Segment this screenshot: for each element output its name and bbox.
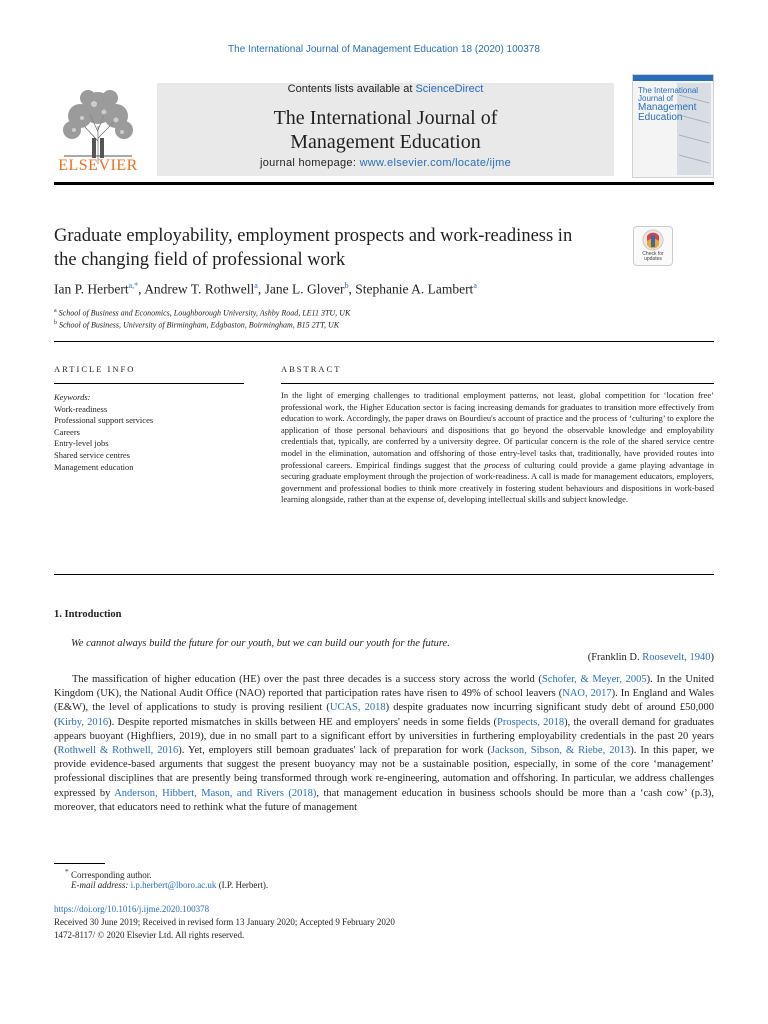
author-affiliation-mark[interactable]: b <box>344 281 349 290</box>
masthead-rule <box>54 182 714 185</box>
cover-title <box>638 87 698 123</box>
citation-link[interactable]: Rothwell & Rothwell, 2016 <box>57 745 179 757</box>
citation-link[interactable]: Schofer, & Meyer, 2005 <box>541 674 647 685</box>
section-heading: 1. Introduction <box>54 609 122 620</box>
elsevier-wordmark: ELSEVIER <box>58 157 138 174</box>
keyword: Shared service centres <box>54 449 130 460</box>
journal-citation-link[interactable]: The International Journal of Management Education 18 (2020) 100378 <box>228 44 540 55</box>
homepage-link[interactable]: www.elsevier.com/locate/ijme <box>359 157 512 169</box>
citation-link[interactable]: Anderson, Hibbert, Mason, and Rivers (2018) <box>114 787 317 799</box>
citation-link[interactable]: Kirby, 2016 <box>57 716 109 728</box>
abstract-heading: ABSTRACT <box>281 364 342 374</box>
epigraph-source-prefix: (Franklin D. <box>587 652 643 663</box>
journal-title-line2: Management Education <box>290 131 481 153</box>
doi-link[interactable]: https://doi.org/10.1016/j.ijme.2020.100378 <box>54 904 210 914</box>
citation-link[interactable]: Prospects, 2018 <box>497 716 565 728</box>
crossmark-icon <box>634 227 672 253</box>
epigraph: We cannot always build the future for our youth, but we can build our youth for the future. <box>71 638 450 649</box>
check-for-updates-button[interactable] <box>633 226 673 266</box>
article-info-heading: ARTICLE INFO <box>54 364 136 374</box>
paragraph-text: ). In the United Kingdom (UK), the National Audit Office (NAO) reported that participation rates have risen to 49% of school leavers ( <box>54 674 715 700</box>
keywords-list <box>54 392 153 473</box>
cover-line: The International <box>638 86 699 95</box>
paragraph-text: The massification of higher education (HE) over the past three decades is a success story across the world ( <box>72 674 542 685</box>
affiliation-mark: a <box>54 308 57 314</box>
footnote-mark: * <box>65 867 69 876</box>
keyword: Careers <box>54 426 80 437</box>
divider <box>54 383 244 384</box>
author-name[interactable]: Andrew T. Rothwell <box>144 281 255 297</box>
received-dates: Received 30 June 2019; Received in revised form 13 January 2020; Accepted 9 February 2020 <box>54 917 395 927</box>
divider <box>281 383 714 384</box>
paragraph-text: ), the overall demand for graduates appears buoyant (Highfliers, 2019), due in no small part to a significant effort by universities in furthering employability credentials in the past 20 years ( <box>54 716 714 757</box>
author-list: Ian P. Herbert$^{a,*}$, Andrew T. Rothwell$^a$, Jane L. Glover$^b$, Stephanie A. Lambert$^a$ <box>54 281 477 297</box>
sciencedirect-link[interactable]: ScienceDirect <box>415 83 484 95</box>
email-label: E-mail address: <box>71 880 131 890</box>
author-name[interactable]: Stephanie A. Lambert <box>355 281 474 297</box>
affiliation-a <box>54 308 350 318</box>
citation-link[interactable]: UCAS, 2018 <box>329 702 386 714</box>
epigraph-source <box>588 652 714 663</box>
keywords-label: Keywords: <box>54 392 91 402</box>
journal-title-line1: The International Journal of <box>273 107 498 129</box>
journal-title <box>157 106 614 154</box>
citation-link[interactable]: Roosevelt, 1940 <box>642 652 711 663</box>
author-affiliation-mark[interactable]: a <box>473 281 477 290</box>
abstract-text <box>281 390 714 506</box>
keyword: Management education <box>54 461 134 472</box>
citation-link[interactable]: NAO, 2017 <box>562 688 612 700</box>
journal-cover-thumbnail[interactable] <box>632 74 714 178</box>
email-link[interactable]: i.p.herbert@lboro.ac.uk <box>130 880 217 890</box>
author-affiliation-mark[interactable]: a,* <box>128 281 139 290</box>
cover-line: Journal of <box>638 94 674 103</box>
affiliation-mark: b <box>54 320 57 326</box>
affiliation-text: School of Business, University of Birmingham, Edgbaston, Boirmingham, B15 2TT, UK <box>59 320 340 330</box>
abstract-part: of culturing could provide a game playing advantage in securing graduate employment through the projection of work-readiness. A call is made for management educators, employers, government and professional bodies to think more creatively in fostering student behaviours and dispositions in work-based learning alongside, rather than at the expense of, developing intellectual skills and subject knowledge. <box>281 459 714 505</box>
cover-line: Education <box>638 112 683 123</box>
paragraph-text: ). In this paper, we provide evidence-based arguments that suggest the present buoyancy may not be a sustainable position, especially, in some of the core ‘management’ professional disciplines that are presently being transformed through work re-engineering, automation and offshoring. In particular, we address challenges expressed by <box>54 745 714 799</box>
divider <box>54 341 714 342</box>
author-affiliation-mark[interactable]: a <box>254 281 258 290</box>
keyword: Entry-level jobs <box>54 438 109 449</box>
email-suffix: (I.P. Herbert). <box>216 880 269 890</box>
keyword: Professional support services <box>54 415 154 426</box>
body-paragraph <box>54 673 714 815</box>
paragraph-text: ). Despite reported mismatches in skills between HE and employers' needs in some fields ( <box>108 716 498 728</box>
crossmark-label: Check for updates <box>642 251 664 262</box>
cover-line: Management <box>638 102 697 113</box>
abstract-part: In the light of emerging challenges to traditional employment patterns, not least, global competition for ‘location free’ professional work, the Higher Education sector is facing increasing demands for graduates to transition more effectively from education to work. Accordingly, the paper draws on Bourdieu's account of practice and the process of ‘culturing’ to explore the application of those personal behaviours and dispositions that go beyond the observable knowledge and employability credentials that, typically, are conferred by a university degree. Of particular concern is the role of the shared service centre model in the elimination, automation and offshoring of those entry-level tasks that, traditionally, have provided routes into professional careers. Empirical findings suggest that the <box>281 390 714 470</box>
contents-line <box>157 83 614 95</box>
author-name[interactable]: Jane L. Glover <box>264 281 345 297</box>
copyright-line: 1472-8117/ © 2020 Elsevier Ltd. All rights reserved. <box>54 930 245 940</box>
paragraph-text: ). In England and Wales (E&W), the level of applications to study is proving resilient ( <box>54 688 714 714</box>
paragraph-text: ). Yet, employers still bemoan graduates' lack of preparation for work ( <box>178 745 491 757</box>
affiliation-text: School of Business and Economics, Loughborough University, Ashby Road, LE11 3TU, UK <box>58 308 351 318</box>
corresponding-text: Corresponding author. <box>71 870 152 880</box>
keyword: Work-readiness <box>54 403 108 414</box>
corresponding-author-note <box>65 867 152 880</box>
contents-prefix: Contents lists available at <box>287 83 416 95</box>
citation-link[interactable]: Jackson, Sibson, & Riebe, 2013 <box>490 745 631 757</box>
affiliation-b <box>54 320 339 330</box>
paragraph-text: ) despite graduates now incurring significant study debt of around £50,000 ( <box>54 702 714 728</box>
footnote-rule <box>54 863 105 864</box>
homepage-prefix: journal homepage: <box>259 157 360 169</box>
author-name[interactable]: Ian P. Herbert <box>54 281 129 297</box>
journal-homepage <box>157 157 614 169</box>
epigraph-source-suffix: ) <box>710 652 714 663</box>
divider <box>54 574 714 575</box>
paragraph-text: , that management education in business schools should be more than a ‘cash cow’ (p.3), moreover, that educators need to rethink what the future of management <box>54 787 714 813</box>
email-note <box>71 880 268 890</box>
abstract-italic: process <box>484 459 510 470</box>
article-title: Graduate employability, employment prospects and work-readiness in the changing field of professional work <box>54 226 573 270</box>
